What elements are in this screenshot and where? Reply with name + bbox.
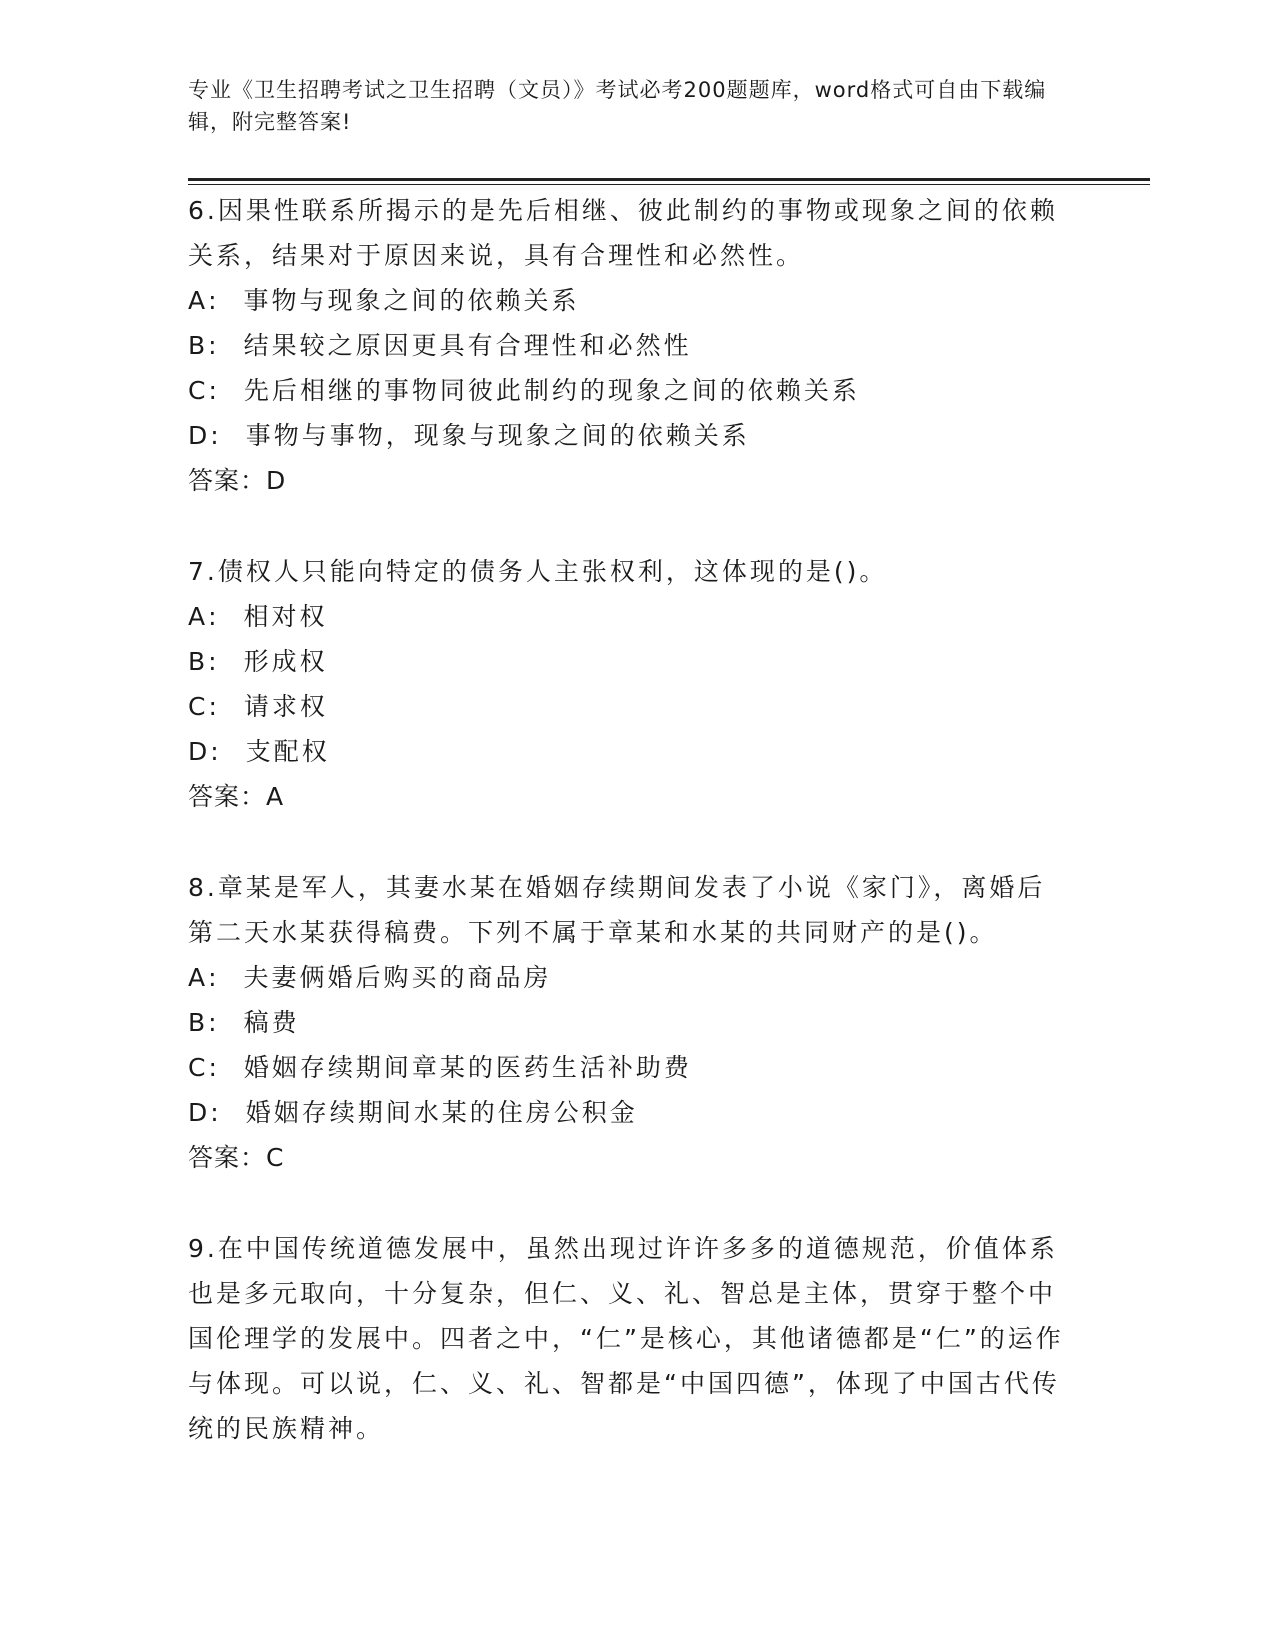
option-b: B: 形成权 xyxy=(188,647,328,676)
option-a: A: 相对权 xyxy=(188,602,328,631)
question-6 xyxy=(188,188,1068,503)
document-header: 专业《卫生招聘考试之卫生招聘（文员）》考试必考200题题库，word格式可自由下载编辑，附完整答案! xyxy=(188,78,1047,134)
option-b: B: 稿费 xyxy=(188,1008,300,1037)
answer-line xyxy=(188,1135,1068,1180)
option-a: A: 事物与现象之间的依赖关系 xyxy=(188,286,580,315)
header-divider-thick xyxy=(188,178,1150,181)
answer-line xyxy=(188,774,1068,819)
option-b: B: 结果较之原因更具有合理性和必然性 xyxy=(188,331,692,360)
option-d: D: 事物与事物，现象与现象之间的依赖关系 xyxy=(188,421,750,450)
question-stem: 8.章某是军人，其妻水某在婚姻存续期间发表了小说《家门》，离婚后第二天水某获得稿费。下列不属于章某和水某的共同财产的是()。 xyxy=(188,873,1046,947)
option-d: D: 支配权 xyxy=(188,737,330,766)
question-7 xyxy=(188,549,1068,819)
answer-value: D xyxy=(266,466,287,495)
option-a: A: 夫妻俩婚后购买的商品房 xyxy=(188,963,552,992)
question-stem: 6.因果性联系所揭示的是先后相继、彼此制约的事物或现象之间的依赖关系，结果对于原因来说，具有合理性和必然性。 xyxy=(188,196,1058,270)
option-c: C: 先后相继的事物同彼此制约的现象之间的依赖关系 xyxy=(188,376,860,405)
answer-label: 答案： xyxy=(188,782,267,811)
question-stem: 7.债权人只能向特定的债务人主张权利，这体现的是()。 xyxy=(188,557,888,586)
question-9 xyxy=(188,1226,1068,1451)
answer-label: 答案： xyxy=(188,466,267,495)
option-d: D: 婚姻存续期间水某的住房公积金 xyxy=(188,1098,638,1127)
answer-label: 答案： xyxy=(188,1143,267,1172)
question-8 xyxy=(188,865,1068,1180)
question-list xyxy=(188,188,1068,1451)
question-stem: 9.在中国传统道德发展中，虽然出现过许许多多的道德规范，价值体系也是多元取向，十分复杂，但仁、义、礼、智总是主体，贯穿于整个中国伦理学的发展中。四者之中，“仁”是核心，其他诸德都是“仁”的运作与体现。可以说，仁、义、礼、智都是“中国四德”，体现了中国古代传统的民族精神。 xyxy=(188,1234,1064,1443)
answer-value: C xyxy=(266,1143,285,1172)
answer-value: A xyxy=(266,782,285,811)
option-c: C: 婚姻存续期间章某的医药生活补助费 xyxy=(188,1053,692,1082)
option-c: C: 请求权 xyxy=(188,692,328,721)
header-divider-thin xyxy=(188,184,1150,185)
answer-line xyxy=(188,458,1068,503)
